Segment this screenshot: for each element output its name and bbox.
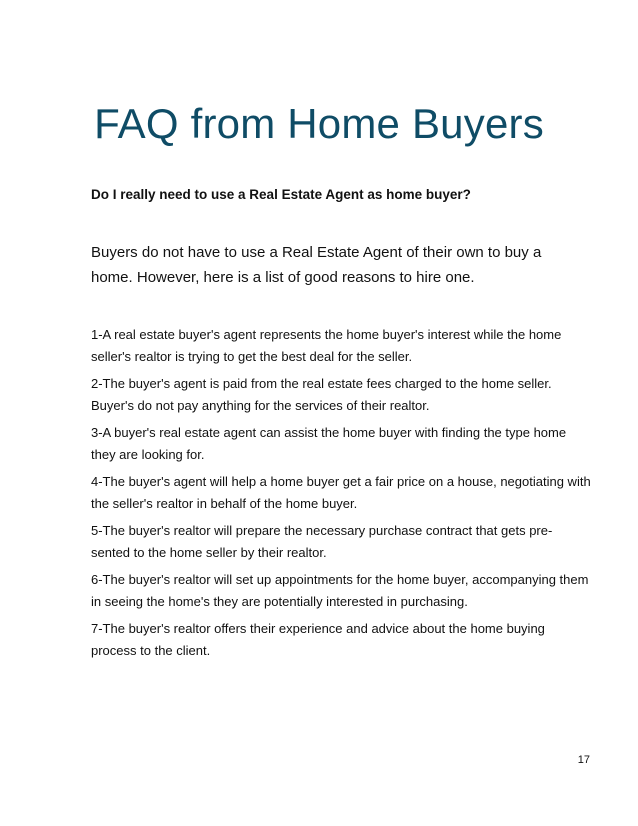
page-title: FAQ from Home Buyers <box>94 100 544 147</box>
faq-question: Do I really need to use a Real Estate Agent as home buyer? <box>91 187 471 202</box>
reason-item-7: 7-The buyer's realtor offers their experience and advice about the home buying process to the client. <box>91 621 545 658</box>
reason-item-2: 2-The buyer's agent is paid from the real estate fees charged to the home seller. Buyer's do not pay anything for the services of their realtor. <box>91 376 552 413</box>
reason-item-1: 1-A real estate buyer's agent represents the home buyer's interest while the home seller's realtor is trying to get the best deal for the seller. <box>91 327 562 364</box>
intro-paragraph: Buyers do not have to use a Real Estate Agent of their own to buy a home. However, here is a list of good reasons to hire one. <box>91 244 542 286</box>
reason-item-4: 4-The buyer's agent will help a home buyer get a fair price on a house, negotiating with the seller's realtor in behalf of the home buyer. <box>91 474 591 511</box>
reason-item-6: 6-The buyer's realtor will set up appointments for the home buyer, accompanying them in seeing the home's they are potentially interested in purchasing. <box>91 572 589 609</box>
reason-item-3: 3-A buyer's real estate agent can assist the home buyer with finding the type home they are looking for. <box>91 425 567 462</box>
reason-item-5: 5-The buyer's realtor will prepare the necessary purchase contract that gets pre-sented to the home seller by their realtor. <box>91 523 553 560</box>
page-number: 17 <box>577 754 590 766</box>
reasons-list <box>91 324 591 667</box>
